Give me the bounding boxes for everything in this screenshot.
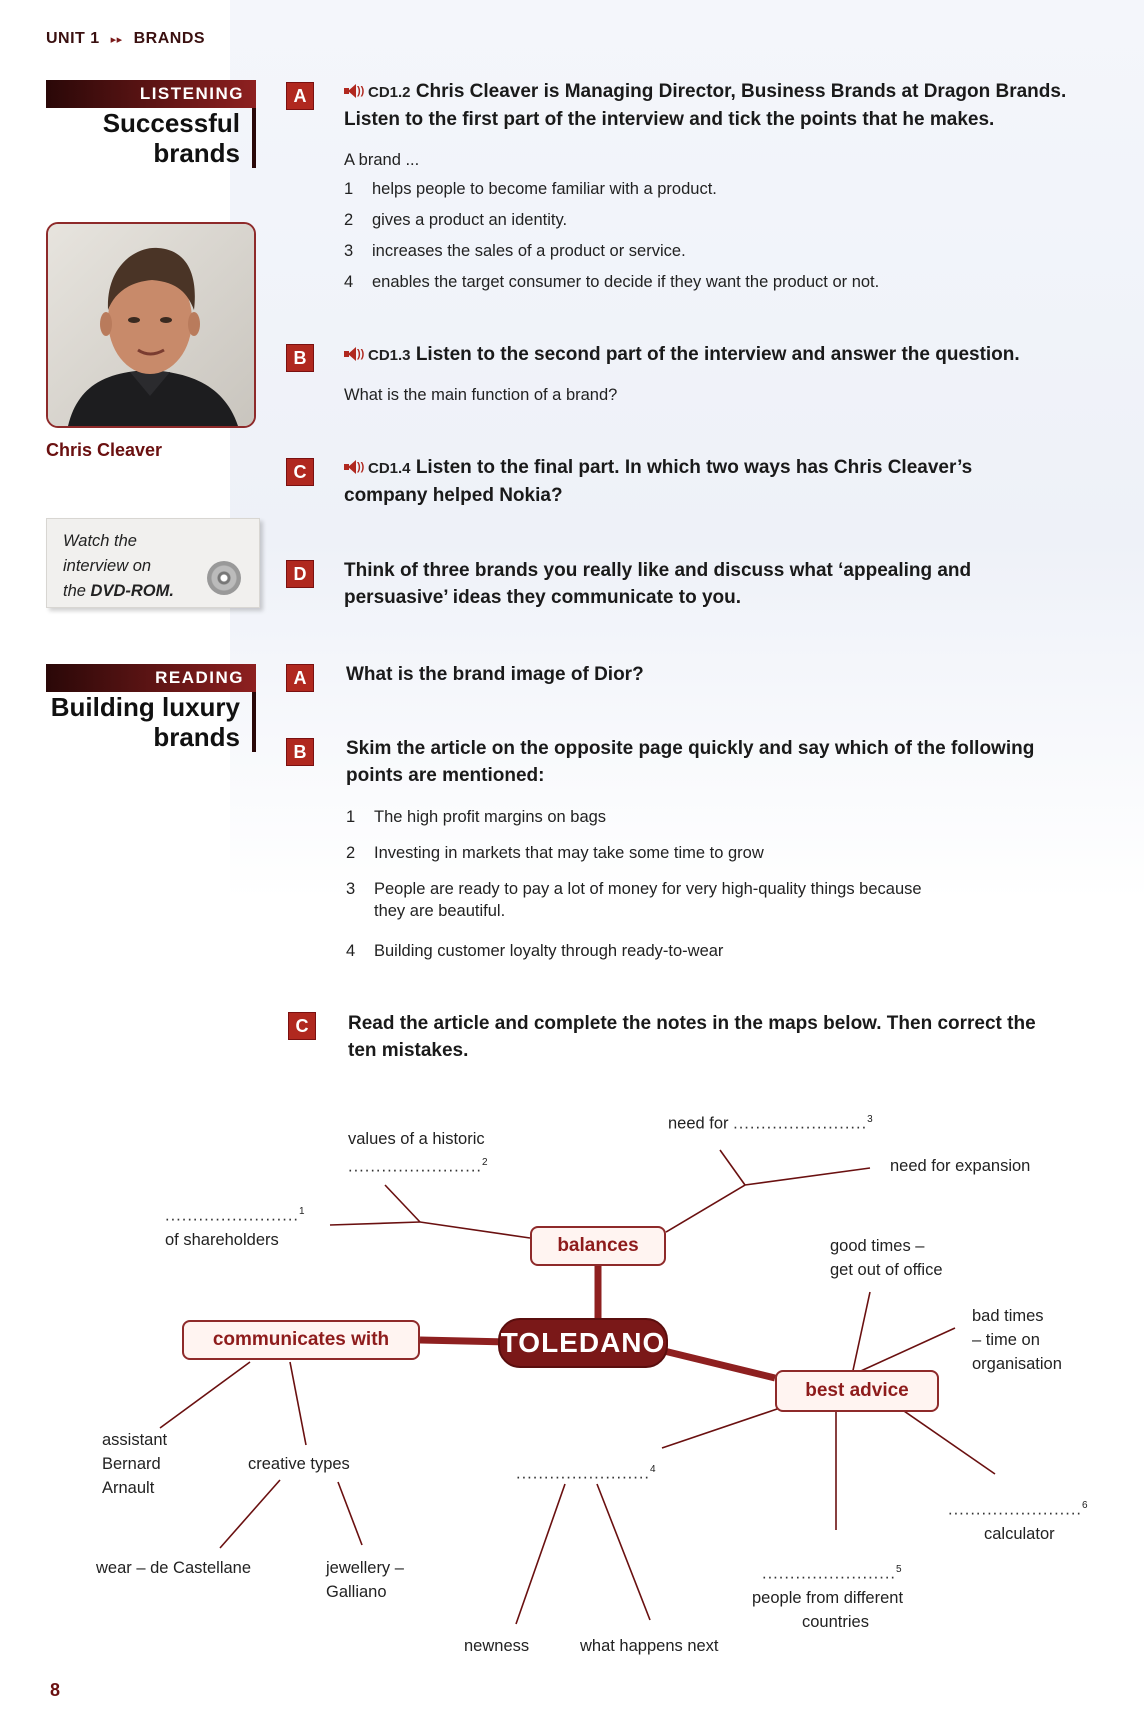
listening-tab: LISTENING bbox=[46, 80, 256, 108]
list-item: 2 Investing in markets that may take some time to grow bbox=[346, 844, 764, 862]
list-item: 3 increases the sales of a product or service. bbox=[344, 242, 686, 260]
audio-speaker-icon: )) bbox=[344, 84, 366, 98]
map-label-shareholders: ........................$^1$ of shareholders bbox=[165, 1206, 305, 1249]
reading-c-badge: C bbox=[288, 1012, 316, 1040]
reading-question-a: What is the brand image of Dior? bbox=[346, 664, 644, 685]
question-a-badge: A bbox=[286, 82, 314, 110]
question-c-badge: C bbox=[286, 458, 314, 486]
mindmap-node-communicates: communicates with bbox=[182, 1320, 420, 1360]
listening-question-b: )) CD1.3 Listen to the second part of the interview and answer the question. bbox=[344, 341, 1114, 369]
listening-question-c: )) CD1.4 Listen to the final part. In which two ways has Chris Cleaver’s company helped Nokia? bbox=[344, 457, 973, 506]
listening-question-a: )) CD1.2 Chris Cleaver is Managing Director, Business Brands at Dragon Brands. Listen to the first part of the interview and tick the points that he makes. bbox=[344, 81, 1067, 130]
map-label-need-expansion: need for expansion bbox=[890, 1157, 1031, 1175]
map-label-values: values of a historic ........................$^2$ bbox=[348, 1130, 488, 1176]
chevron-right-icon: ▸▸ bbox=[110, 34, 123, 46]
dvd-note: Watch the interview on the DVD-ROM. bbox=[46, 518, 260, 608]
mindmap-center-toledano: TOLEDANO bbox=[498, 1318, 668, 1368]
audio-speaker-icon: )) bbox=[344, 347, 366, 361]
mindmap-node-balances: balances bbox=[530, 1226, 666, 1266]
reading-question-c: Read the article and complete the notes in the maps below. Then correct the ten mistakes. bbox=[348, 1013, 1036, 1061]
question-a-intro: A brand ... bbox=[344, 151, 420, 169]
photo-caption: Chris Cleaver bbox=[46, 440, 163, 460]
page-number: 8 bbox=[50, 1680, 61, 1700]
map-label-assistant: assistant Bernard Arnault bbox=[102, 1431, 168, 1497]
reading-title: Building luxury brands bbox=[46, 692, 256, 752]
listening-title: Successful brands bbox=[46, 108, 256, 168]
unit-title: BRANDS bbox=[133, 30, 206, 47]
list-item: 3 People are ready to pay a lot of money for very high-quality things because they are beautiful. bbox=[346, 880, 922, 920]
list-item: 2 gives a product an identity. bbox=[344, 211, 568, 229]
map-label-good-times: good times – get out of office bbox=[830, 1237, 943, 1279]
question-b-badge: B bbox=[286, 344, 314, 372]
map-label-calculator: ........................$^6$ calculator bbox=[948, 1500, 1088, 1543]
map-label-need-for: need for ........................$^3$ bbox=[668, 1114, 873, 1133]
audio-speaker-icon: )) bbox=[344, 460, 366, 474]
map-label-people: ........................$^5$ people from different countries bbox=[752, 1564, 904, 1631]
reading-a-badge: A bbox=[286, 664, 314, 692]
list-item: 4 enables the target consumer to decide if they want the product or not. bbox=[344, 273, 880, 291]
listening-question-d: Think of three brands you really like and discuss what ‘appealing and persuasive’ ideas they communicate to you. bbox=[344, 560, 972, 608]
map-label-blank-4: ........................$^4$ bbox=[516, 1464, 656, 1483]
question-d-badge: D bbox=[286, 560, 314, 588]
map-label-creative-types: creative types bbox=[248, 1455, 350, 1473]
reading-b-badge: B bbox=[286, 738, 314, 766]
map-label-newness: newness bbox=[464, 1637, 530, 1655]
map-label-what-next: what happens next bbox=[580, 1637, 719, 1655]
mindmap-node-best-advice: best advice bbox=[775, 1370, 939, 1412]
map-label-wear: wear – de Castellane bbox=[96, 1559, 252, 1577]
reading-question-b: Skim the article on the opposite page quickly and say which of the following points are mentioned: bbox=[346, 738, 1035, 786]
reading-tab: READING bbox=[46, 664, 256, 692]
unit-label: UNIT 1 bbox=[46, 30, 100, 47]
map-label-bad-times: bad times – time on organisation bbox=[972, 1307, 1062, 1373]
list-item: 4 Building customer loyalty through ready-to-wear bbox=[346, 942, 724, 960]
list-item: 1 The high profit margins on bags bbox=[346, 808, 607, 826]
map-label-jewellery: jewellery – Galliano bbox=[326, 1559, 404, 1601]
question-b-sub: What is the main function of a brand? bbox=[344, 386, 618, 404]
list-item: 1 helps people to become familiar with a product. bbox=[344, 180, 717, 198]
